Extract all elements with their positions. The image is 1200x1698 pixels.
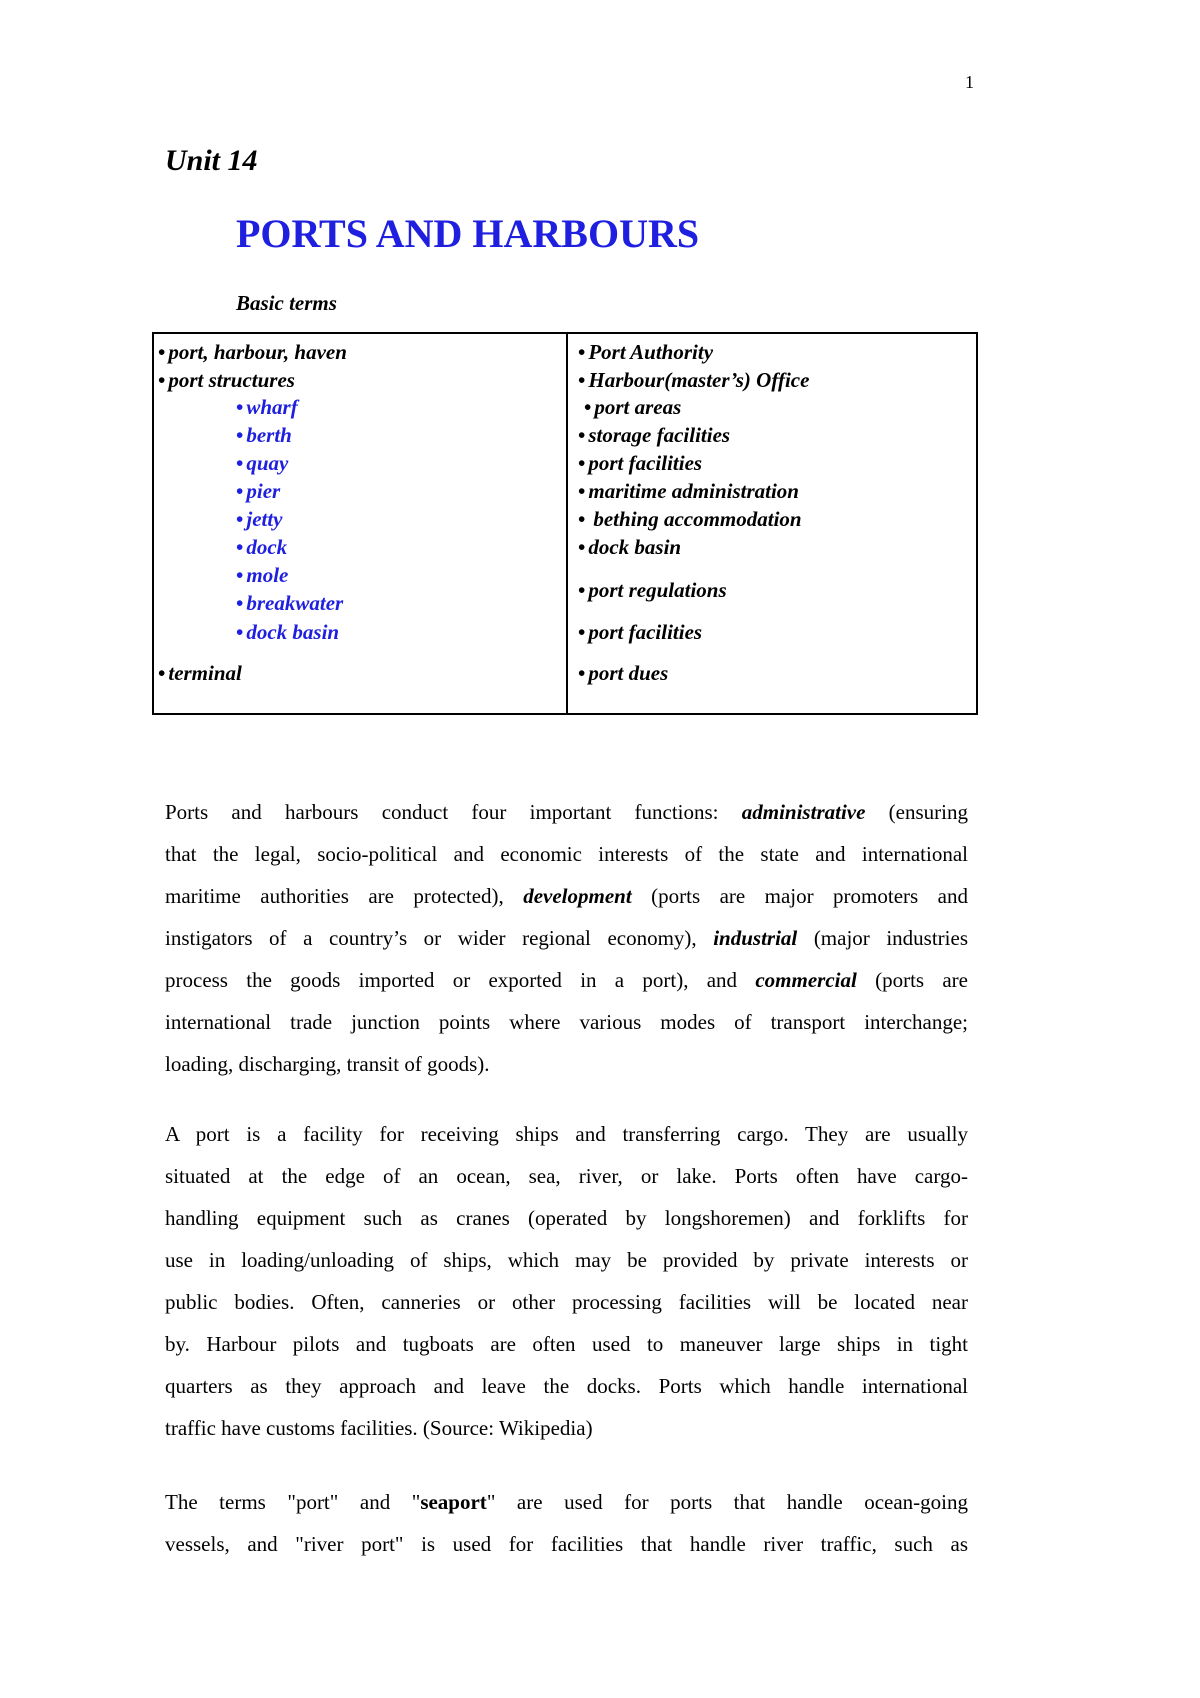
term-label: port facilities — [588, 620, 703, 644]
term-label: dock basin — [588, 535, 682, 559]
text-line — [165, 966, 968, 994]
bullet-icon: • — [158, 368, 166, 392]
term-item — [578, 537, 681, 558]
text-run: (ensuring — [865, 800, 968, 824]
page-title: PORTS AND HARBOURS — [236, 211, 700, 256]
bullet-icon: • — [236, 620, 244, 644]
bullet-icon: • — [236, 507, 244, 531]
term-item — [158, 342, 347, 363]
bullet-icon: • — [578, 620, 586, 644]
term-item — [578, 481, 799, 502]
sub-term-item — [236, 565, 288, 586]
term-label: jetty — [246, 507, 283, 531]
sub-term-item — [236, 509, 283, 530]
text-run: " are used for ports that handle ocean-going — [486, 1490, 968, 1514]
text-line: A port is a facility for receiving ships and transferring cargo. They are usually — [165, 1122, 968, 1146]
term-label: maritime administration — [588, 479, 799, 503]
bullet-icon: • — [236, 451, 244, 475]
emphasis-term: administrative — [741, 800, 866, 824]
text-run: (major industries — [797, 926, 968, 950]
text-line: traffic have customs facilities. (Source: Wikipedia) — [165, 1416, 593, 1440]
emphasis-term: commercial — [755, 968, 857, 992]
text-run: (ports are — [856, 968, 968, 992]
table-column-divider — [566, 334, 568, 713]
term-label: dock basin — [246, 620, 340, 644]
term-item — [158, 663, 242, 684]
term-item — [578, 342, 713, 363]
term-label: bething accommodation — [593, 507, 802, 531]
bullet-icon: • — [578, 368, 586, 392]
bullet-icon: • — [578, 578, 586, 602]
sub-term-item — [236, 397, 298, 418]
emphasis-term: industrial — [713, 926, 798, 950]
bullet-icon: • — [578, 451, 586, 475]
text-line: public bodies. Often, canneries or other processing facilities will be located near — [165, 1290, 968, 1314]
text-run: maritime authorities are protected), — [165, 884, 524, 908]
bullet-icon: • — [584, 395, 592, 419]
bullet-icon: • — [578, 535, 586, 559]
term-label: dock — [246, 535, 288, 559]
term-label: port regulations — [588, 578, 727, 602]
bullet-icon: • — [236, 395, 244, 419]
bullet-icon: • — [578, 479, 586, 503]
text-run: instigators of a country’s or wider regional economy), — [165, 926, 714, 950]
bullet-icon: • — [158, 661, 166, 685]
term-label: Port Authority — [588, 340, 714, 364]
basic-terms-table — [152, 332, 978, 715]
page-number: 1 — [965, 72, 974, 92]
term-item — [578, 663, 668, 684]
term-item — [578, 425, 730, 446]
sub-term-item — [236, 481, 280, 502]
text-line: international trade junction points where various modes of transport interchange; — [165, 1010, 968, 1034]
sub-term-item — [236, 425, 292, 446]
term-item — [584, 397, 681, 418]
term-item — [578, 509, 802, 530]
text-line — [165, 924, 968, 952]
term-label: pier — [246, 479, 281, 503]
bullet-icon: • — [158, 340, 166, 364]
term-label: port dues — [588, 661, 669, 685]
emphasis-term: development — [523, 884, 632, 908]
term-label: breakwater — [246, 591, 344, 615]
term-label: terminal — [168, 661, 242, 685]
sub-term-item — [236, 537, 287, 558]
text-run: process the goods imported or exported in a port), and — [165, 968, 756, 992]
sub-term-item — [236, 622, 339, 643]
bullet-icon: • — [236, 591, 244, 615]
term-label: storage facilities — [588, 423, 731, 447]
bullet-icon: • — [578, 507, 586, 531]
text-line: vessels, and "river port" is used for facilities that handle river traffic, such as — [165, 1532, 968, 1556]
bullet-icon: • — [578, 661, 586, 685]
term-label: wharf — [246, 395, 298, 419]
term-item — [578, 622, 702, 643]
text-line: situated at the edge of an ocean, sea, river, or lake. Ports often have cargo- — [165, 1164, 968, 1188]
bullet-icon: • — [236, 479, 244, 503]
bullet-icon: • — [578, 340, 586, 364]
text-line: by. Harbour pilots and tugboats are often used to maneuver large ships in tight — [165, 1332, 968, 1356]
emphasis-term: seaport — [420, 1490, 487, 1514]
bullet-icon: • — [578, 423, 586, 447]
unit-title: Unit 14 — [165, 144, 258, 177]
text-line — [165, 1488, 968, 1516]
term-item — [578, 370, 809, 391]
sub-term-item — [236, 593, 343, 614]
term-label: port structures — [168, 368, 295, 392]
bullet-icon: • — [236, 423, 244, 447]
term-label: berth — [246, 423, 292, 447]
text-line: quarters as they approach and leave the docks. Ports which handle international — [165, 1374, 968, 1398]
term-item — [578, 453, 702, 474]
term-item — [578, 580, 727, 601]
term-label: Harbour(master’s) Office — [588, 368, 810, 392]
term-label: quay — [246, 451, 289, 475]
bullet-icon: • — [236, 535, 244, 559]
text-run: (ports are major promoters and — [631, 884, 968, 908]
text-line — [165, 882, 968, 910]
text-run: The terms "port" and " — [165, 1490, 421, 1514]
term-item — [158, 370, 295, 391]
basic-terms-label: Basic terms — [236, 291, 337, 315]
text-line — [165, 798, 968, 826]
text-line: that the legal, socio-political and economic interests of the state and international — [165, 842, 968, 866]
term-label: mole — [246, 563, 289, 587]
term-label: port areas — [594, 395, 682, 419]
term-label: port, harbour, haven — [168, 340, 347, 364]
text-line: use in loading/unloading of ships, which may be provided by private interests or — [165, 1248, 968, 1272]
term-label: port facilities — [588, 451, 703, 475]
text-line: handling equipment such as cranes (operated by longshoremen) and forklifts for — [165, 1206, 968, 1230]
text-run: Ports and harbours conduct four important functions: — [165, 800, 742, 824]
bullet-icon: • — [236, 563, 244, 587]
text-line: loading, discharging, transit of goods). — [165, 1052, 490, 1076]
sub-term-item — [236, 453, 288, 474]
